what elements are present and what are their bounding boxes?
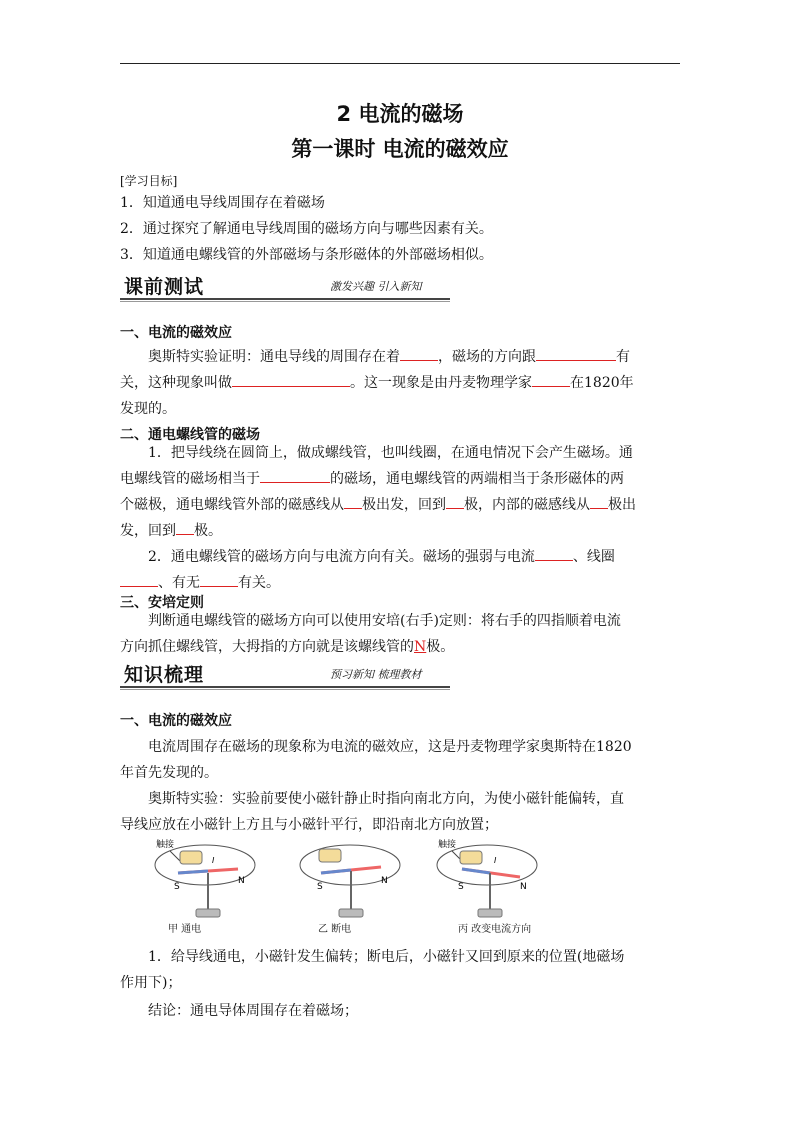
stand-base xyxy=(196,909,220,917)
paragraph-oersted-2: 关，这种现象叫做 。这一现象是由丹麦物理学家 在1820年 xyxy=(120,370,680,396)
switch-label: 触接 xyxy=(438,840,457,850)
paragraph-solenoid-2: 电螺线管的磁场相当于 的磁场，通电螺线管的两端相当于条形磁体的两 xyxy=(120,466,680,492)
top-rule xyxy=(120,63,680,64)
n-label: N xyxy=(238,876,245,886)
section-header-pretest xyxy=(120,272,460,302)
blank[interactable] xyxy=(446,492,464,509)
paragraph-oersted: 奥斯特实验证明：通电导线的周围存在着 ，磁场的方向跟 有 xyxy=(120,344,680,370)
section-header-knowledge xyxy=(120,660,460,690)
section-divider-thin xyxy=(120,689,450,690)
heading-solenoid: 二、通电螺线管的磁场 xyxy=(120,427,260,443)
page-title: 2 电流的磁场 xyxy=(336,102,464,126)
blank[interactable] xyxy=(260,466,330,483)
blank[interactable] xyxy=(590,492,608,509)
current-label: I xyxy=(212,856,215,865)
switch-label: 触接 xyxy=(156,840,175,850)
current-label: I xyxy=(494,856,497,865)
heading-electromagnetism-2: 一、电流的磁效应 xyxy=(120,713,232,729)
section-divider xyxy=(120,686,450,688)
paragraph-solenoid-3: 个磁极，通电螺线管外部的磁感线从 极出发，回到 极，内部的磁感线从 极出 xyxy=(120,492,680,518)
figure-reversed xyxy=(432,833,542,933)
caption-reversed: 丙 改变电流方向 xyxy=(458,924,532,935)
battery-icon xyxy=(180,851,202,864)
section-title: 课前测试 xyxy=(124,276,205,298)
caption-powered: 甲 通电 xyxy=(168,924,202,935)
paragraph-observation-2: 作用下)； xyxy=(120,975,182,991)
objective-2: 2．通过探究了解通电导线周围的磁场方向与哪些因素有关。 xyxy=(120,221,493,237)
paragraph-experiment-1: 奥斯特实验：实验前要使小磁针静止时指向南北方向，为使小磁针能偏转，直 xyxy=(148,791,624,807)
paragraph-conclusion: 结论：通电导体周围存在着磁场； xyxy=(148,1003,358,1019)
needle-s xyxy=(321,870,351,873)
figure-powered xyxy=(150,833,260,933)
paragraph-definition-2: 年首先发现的。 xyxy=(120,765,218,781)
section-tagline: 预习新知 梳理教材 xyxy=(330,668,422,681)
needle-s xyxy=(178,871,208,873)
heading-electromagnetism: 一、电流的磁效应 xyxy=(120,325,232,341)
blank[interactable] xyxy=(535,544,573,561)
paragraph-ampere-2: 方向抓住螺线管，大拇指的方向就是该螺线管的N极。 xyxy=(120,639,455,655)
paragraph-observation-1: 1．给导线通电，小磁针发生偏转；断电后，小磁针又回到原来的位置(地磁场 xyxy=(148,949,625,965)
objective-3: 3．知道通电螺线管的外部磁场与条形磁体的外部磁场相似。 xyxy=(120,247,493,263)
blank[interactable] xyxy=(344,492,362,509)
objectives-label: [学习目标] xyxy=(120,174,178,188)
blank[interactable] xyxy=(536,344,616,361)
blank[interactable] xyxy=(200,570,238,587)
s-label: S xyxy=(458,882,464,892)
blank[interactable] xyxy=(400,344,438,361)
objective-1: 1．知道通电导线周围存在着磁场 xyxy=(120,195,325,211)
blank[interactable] xyxy=(232,370,350,387)
paragraph-strength: 2．通电螺线管的磁场方向与电流方向有关。磁场的强弱与电流 、线圈 xyxy=(120,544,680,570)
figure-unpowered xyxy=(295,833,405,933)
blank[interactable] xyxy=(176,518,194,535)
stand-base xyxy=(339,909,363,917)
paragraph-definition-1: 电流周围存在磁场的现象称为电流的磁效应，这是丹麦物理学家奥斯特在1820 xyxy=(148,739,632,755)
n-label: N xyxy=(381,876,388,886)
needle-s xyxy=(462,869,490,873)
answer-n-pole: N xyxy=(414,639,427,655)
s-label: S xyxy=(317,882,323,892)
section-divider-thin xyxy=(120,301,450,302)
blank[interactable] xyxy=(120,570,158,587)
stand-base xyxy=(478,909,502,917)
section-title: 知识梳理 xyxy=(124,664,205,686)
paragraph-experiment-2: 导线应放在小磁针上方且与小磁针平行，即沿南北方向放置； xyxy=(120,817,498,833)
s-label: S xyxy=(174,882,180,892)
heading-ampere-rule: 三、安培定则 xyxy=(120,595,204,611)
section-tagline: 激发兴趣 引入新知 xyxy=(330,280,422,293)
battery-icon xyxy=(319,849,341,862)
n-label: N xyxy=(520,882,527,892)
switch-wire xyxy=(170,851,180,861)
section-divider xyxy=(120,298,450,300)
paragraph-solenoid-4: 发，回到 极。 xyxy=(120,518,680,544)
caption-unpowered: 乙 断电 xyxy=(318,924,352,935)
paragraph-solenoid-1: 1．把导线绕在圆筒上，做成螺线管，也叫线圈，在通电情况下会产生磁场。通 xyxy=(148,445,633,461)
paragraph-oersted-3: 发现的。 xyxy=(120,401,176,417)
lesson-subtitle: 第一课时 电流的磁效应 xyxy=(291,137,509,161)
blank[interactable] xyxy=(532,370,570,387)
paragraph-ampere-1: 判断通电螺线管的磁场方向可以使用安培(右手)定则：将右手的四指顺着电流 xyxy=(148,613,621,629)
paragraph-strength-2: 、有无 有关。 xyxy=(120,570,680,596)
battery-icon xyxy=(460,851,482,864)
wire-loop xyxy=(437,845,537,885)
